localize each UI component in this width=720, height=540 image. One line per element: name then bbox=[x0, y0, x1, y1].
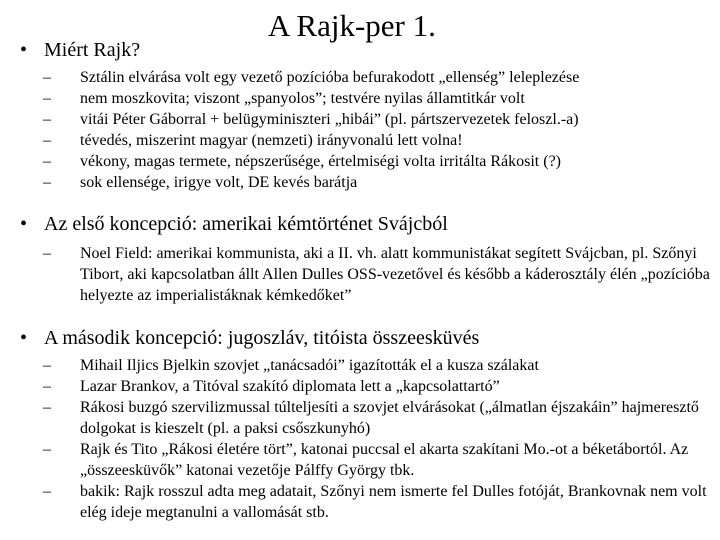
sub-item-text: Noel Field: amerikai kommunista, aki a II. vh. alatt kommunistákat segített Svájcban, pl. Szőnyi Tibort, aki kapcsolatban állt Allen Dulles OSS-vezetővel és később a káderosztály élén „pozícióba helyezte az imperialistáknak kémkedőket” bbox=[80, 245, 710, 304]
slide-title: A Rajk-per 1. bbox=[268, 8, 436, 43]
bullet-heading-text: A második koncepció: jugoszláv, titóista összeesküvés bbox=[44, 327, 480, 349]
sub-item bbox=[0, 109, 720, 130]
sub-item bbox=[0, 376, 720, 397]
sub-item bbox=[0, 172, 720, 193]
sub-item bbox=[0, 355, 720, 376]
bullet-dot-icon: • bbox=[20, 39, 28, 61]
sub-item-text: tévedés, miszerint magyar (nemzeti) irányvonalú lett volna! bbox=[80, 132, 463, 149]
sub-item bbox=[0, 481, 720, 523]
section-second-concept bbox=[0, 326, 720, 523]
dash-icon: – bbox=[43, 174, 51, 191]
dash-icon: – bbox=[43, 245, 51, 262]
sub-item bbox=[0, 88, 720, 109]
dash-icon: – bbox=[43, 378, 51, 395]
dash-icon: – bbox=[43, 111, 51, 128]
sub-item bbox=[0, 439, 720, 481]
dash-icon: – bbox=[43, 441, 51, 458]
sub-item-text: Rákosi buzgó szervilizmussal túlteljesíti a szovjet elvárásokat („álmatlan éjszakáin” hajmeresztő dolgokat is kieszelt (pl. a paksi csőszkunyhó) bbox=[80, 399, 699, 437]
section-first-concept bbox=[0, 212, 720, 306]
sub-item-text: Sztálin elvárása volt egy vezető pozícióba befurakodott „ellenség” leleplezése bbox=[80, 69, 580, 86]
bullet-dot-icon: • bbox=[20, 327, 28, 349]
sub-item bbox=[0, 67, 720, 88]
sub-item bbox=[0, 243, 720, 306]
dash-icon: – bbox=[43, 153, 51, 170]
sub-item-text: sok ellensége, irigye volt, DE kevés barátja bbox=[80, 174, 358, 191]
dash-icon: – bbox=[43, 483, 51, 500]
section-why-rajk bbox=[0, 38, 720, 193]
sub-item bbox=[0, 130, 720, 151]
sub-item-text: vékony, magas termete, népszerűsége, értelmiségi volta irritálta Rákosit (?) bbox=[80, 153, 562, 170]
dash-icon: – bbox=[43, 399, 51, 416]
sub-list bbox=[0, 355, 720, 523]
bullet-dot-icon: • bbox=[20, 213, 28, 235]
sub-item-text: Mihail Iljics Bjelkin szovjet „tanácsadói” igazították el a kusza szálakat bbox=[80, 357, 539, 374]
dash-icon: – bbox=[43, 90, 51, 107]
bullet-heading bbox=[0, 212, 720, 236]
bullet-heading bbox=[0, 326, 720, 350]
sub-item bbox=[0, 397, 720, 439]
sub-item-text: nem moszkovita; viszont „spanyolos”; testvére nyilas államtitkár volt bbox=[80, 90, 525, 107]
sub-item-text: bakik: Rajk rosszul adta meg adatait, Szőnyi nem ismerte fel Dulles fotóját, Brankovnak nem volt elég ideje megtanulni a vallomását stb. bbox=[80, 483, 707, 521]
bullet-heading bbox=[0, 38, 720, 62]
sub-item-text: vitái Péter Gáborral + belügyminiszteri „hibái” (pl. pártszervezetek feloszl.-a) bbox=[80, 111, 579, 128]
dash-icon: – bbox=[43, 69, 51, 86]
sub-list bbox=[0, 243, 720, 306]
bullet-heading-text: Az első koncepció: amerikai kémtörténet Svájcból bbox=[44, 213, 448, 235]
dash-icon: – bbox=[43, 132, 51, 149]
bullet-heading-text: Miért Rajk? bbox=[44, 39, 141, 61]
sub-item-text: Lazar Brankov, a Titóval szakító diplomata lett a „kapcsolattartó” bbox=[80, 378, 500, 395]
dash-icon: – bbox=[43, 357, 51, 374]
sub-item-text: Rajk és Tito „Rákosi életére tört”, katonai puccsal el akarta szakítani Mo.-ot a béketábortól. Az „összeesküvők” katonai vezetője Pálffy György tbk. bbox=[80, 441, 689, 479]
sub-item bbox=[0, 151, 720, 172]
sub-list bbox=[0, 67, 720, 193]
